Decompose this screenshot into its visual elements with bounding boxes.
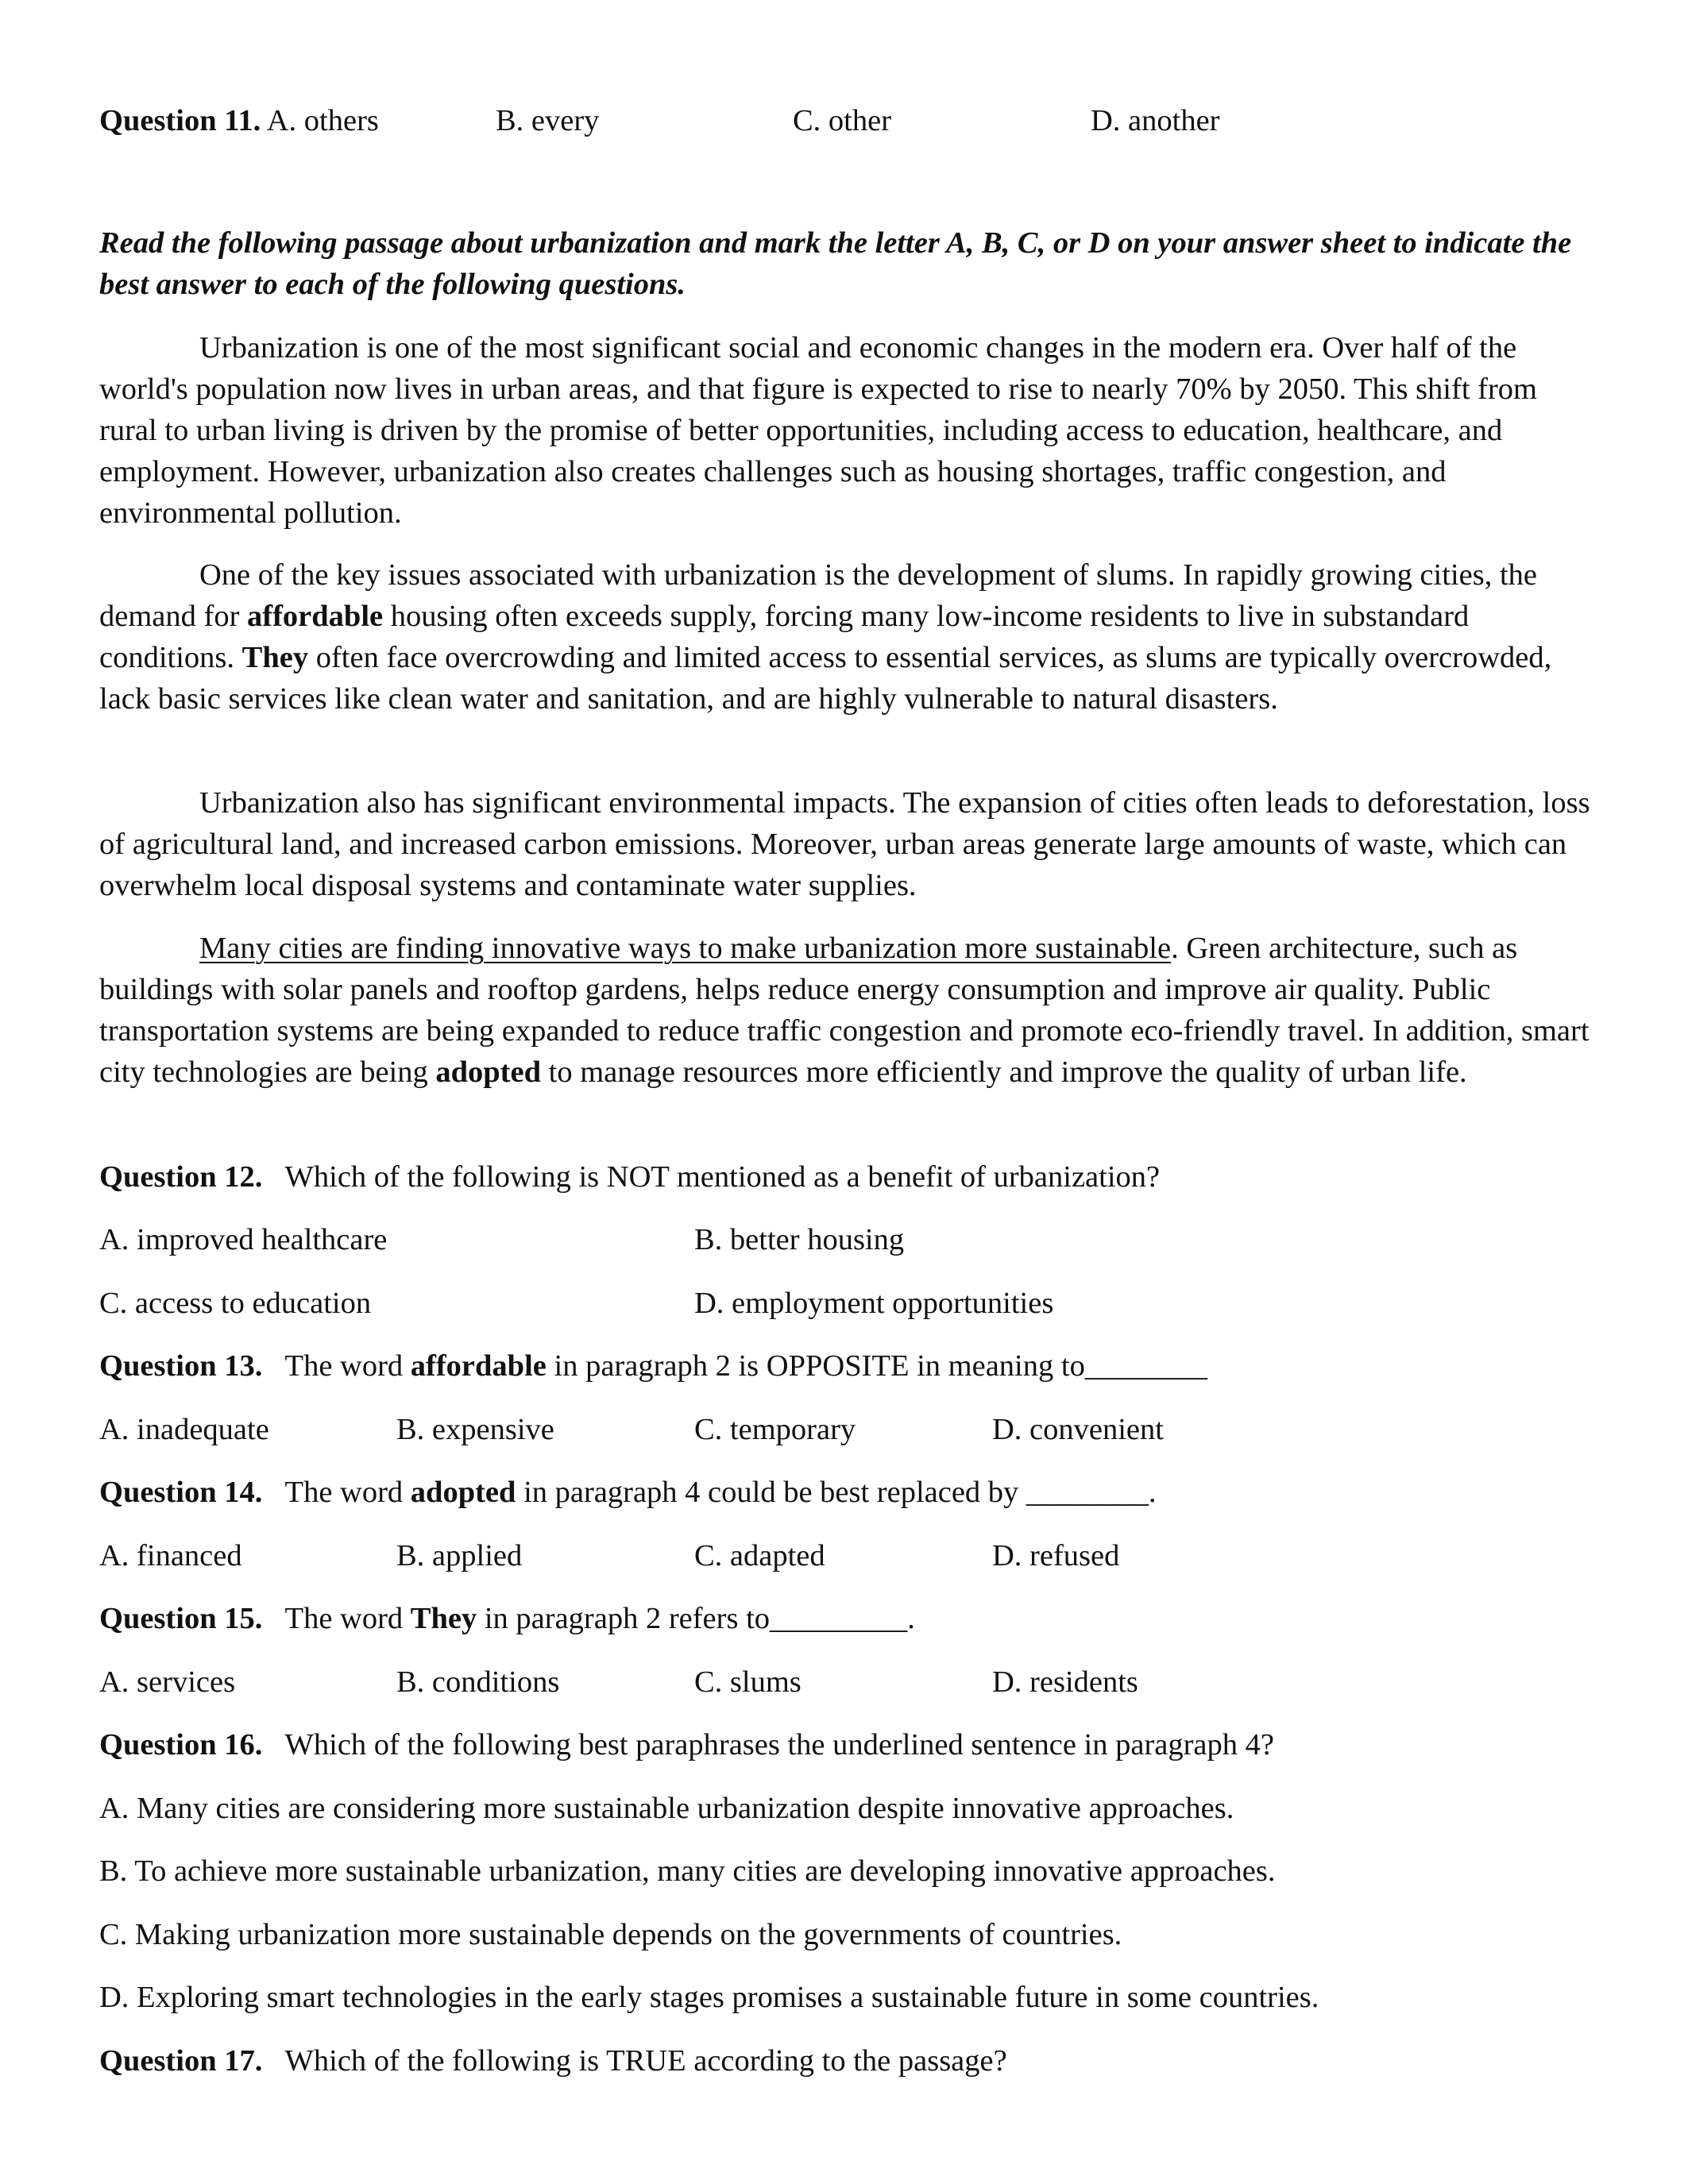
question-16-option-d: D. Exploring smart technologies in the early stages promises a sustainable future in some countries. [99, 1981, 1319, 2014]
question-16 [99, 1724, 1274, 1765]
question-12 [99, 1156, 1160, 1198]
question-13-label: Question 13. [99, 1349, 263, 1383]
question-13-keyword: affordable [410, 1349, 547, 1383]
question-14-keyword: adopted [410, 1476, 516, 1509]
word-affordable: affordable [247, 600, 384, 633]
passage-paragraph-2 [99, 554, 1601, 720]
question-11 [99, 100, 1601, 141]
question-16-option-c: C. Making urbanization more sustainable depends on the governments of countries. [99, 1918, 1122, 1951]
question-14-option-b: B. applied [396, 1539, 523, 1572]
question-15-text: in paragraph 2 refers to_________. [477, 1602, 915, 1635]
question-13 [99, 1345, 1207, 1387]
question-12-options-row-2 [99, 1283, 1601, 1324]
question-13-text: in paragraph 2 is OPPOSITE in meaning to________ [546, 1349, 1207, 1383]
question-17 [99, 2040, 1007, 2082]
question-15-option-d: D. residents [992, 1665, 1138, 1699]
word-they: They [241, 641, 309, 674]
question-13-text: The word [284, 1349, 411, 1383]
question-12-option-c: C. access to education [99, 1287, 372, 1320]
question-13-option-a: A. inadequate [99, 1413, 269, 1446]
question-13-options [99, 1409, 1601, 1450]
paragraph-4-text: to manage resources more efficiently and improve the quality of urban life. [541, 1055, 1467, 1089]
question-11-option-b: B. every [496, 104, 600, 137]
word-adopted: adopted [435, 1055, 542, 1089]
question-17-text: Which of the following is TRUE according to the passage? [284, 2044, 1007, 2078]
question-12-text: Which of the following is NOT mentioned as a benefit of urbanization? [284, 1160, 1161, 1194]
question-14-option-d: D. refused [992, 1539, 1120, 1572]
question-12-label: Question 12. [99, 1160, 263, 1194]
question-12-option-a: A. improved healthcare [99, 1223, 388, 1256]
question-14-option-c: C. adapted [694, 1539, 825, 1572]
question-12-option-d: D. employment opportunities [694, 1287, 1054, 1320]
question-14-text: in paragraph 4 could be best replaced by ________. [516, 1476, 1157, 1509]
question-15-option-c: C. slums [694, 1665, 802, 1699]
question-15-option-a: A. services [99, 1665, 236, 1699]
question-12-options-row-1 [99, 1219, 1601, 1260]
question-15-label: Question 15. [99, 1602, 263, 1635]
question-16-option-b: B. To achieve more sustainable urbanization, many cities are developing innovative approaches. [99, 1854, 1276, 1888]
passage-paragraph-1: Urbanization is one of the most significant social and economic changes in the modern era. Over half of the world's population now lives in urban areas, and that figure is expected to rise to nearly 70% by 2050. This shift from rural to urban living is driven by the promise of better opportunities, including access to education, healthcare, and employment. However, urbanization also creates challenges such as housing shortages, traffic congestion, and environmental pollution. [99, 331, 1537, 530]
question-14 [99, 1472, 1157, 1513]
question-14-option-a: A. financed [99, 1539, 242, 1572]
question-11-option-d: D. another [1091, 104, 1220, 137]
question-11-label: Question 11. [99, 104, 261, 137]
paragraph-4-text: . Green architecture, such as buildings with solar panels and rooftop gardens, helps reduce energy consumption and improve air quality. Public transportation systems are being expanded to reduce traffic congestion and promote eco-friendly travel. In addition, smart city technologies are being [99, 932, 1590, 1089]
question-15 [99, 1598, 915, 1639]
passage-paragraph-3: Urbanization also has significant environmental impacts. The expansion of cities often leads to deforestation, loss of agricultural land, and increased carbon emissions. Moreover, urban areas generate large amounts of waste, which can overwhelm local disposal systems and contaminate water supplies. [99, 786, 1590, 902]
paragraph-2-text: often face overcrowding and limited access to essential services, as slums are typically overcrowded, lack basic services like clean water and sanitation, and are highly vulnerable to natural disasters. [99, 641, 1552, 716]
question-15-text: The word [284, 1602, 411, 1635]
question-15-option-b: B. conditions [396, 1665, 560, 1699]
question-15-options [99, 1661, 1601, 1703]
underlined-sentence: Many cities are finding innovative ways to make urbanization more sustainable [199, 932, 1172, 965]
question-17-label: Question 17. [99, 2044, 263, 2078]
question-13-option-b: B. expensive [396, 1413, 554, 1446]
question-11-option-a: A. others [266, 104, 379, 137]
question-11-option-c: C. other [793, 104, 892, 137]
question-14-label: Question 14. [99, 1476, 263, 1509]
question-14-text: The word [284, 1476, 411, 1509]
question-16-option-a: A. Many cities are considering more sustainable urbanization despite innovative approaches. [99, 1792, 1234, 1825]
question-14-options [99, 1535, 1601, 1576]
paragraph-2-text: One of the key issues associated with urbanization is the development of slums. In rapidly growing cities, the demand for [99, 558, 1537, 633]
question-12-option-b: B. better housing [694, 1223, 905, 1256]
question-16-label: Question 16. [99, 1728, 263, 1761]
question-15-keyword: They [410, 1602, 477, 1635]
question-13-option-d: D. convenient [992, 1413, 1164, 1446]
passage-paragraph-4 [99, 928, 1601, 1093]
paragraph-2-text: housing often exceeds supply, forcing many low-income residents to live in substandard conditions. [99, 600, 1470, 674]
question-16-text: Which of the following best paraphrases the underlined sentence in paragraph 4? [284, 1728, 1274, 1761]
reading-instruction: Read the following passage about urbanization and mark the letter A, B, C, or D on your answer sheet to indicate the best answer to each of the following questions. [99, 226, 1572, 301]
question-13-option-c: C. temporary [694, 1413, 856, 1446]
